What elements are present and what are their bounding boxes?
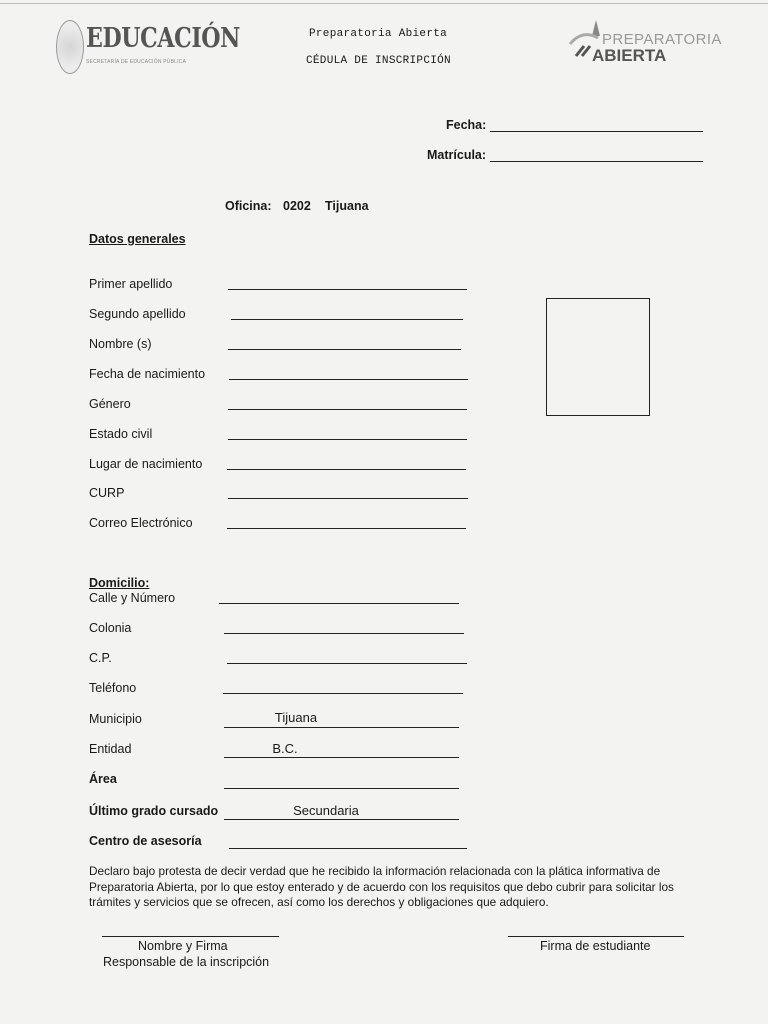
estado-civil-label: Estado civil (89, 427, 153, 441)
entidad-value: B.C. (272, 741, 298, 756)
responsable-signature-line[interactable] (102, 936, 279, 937)
top-rule (0, 3, 768, 4)
primer-apellido-label: Primer apellido (89, 277, 173, 291)
cp-label: C.P. (89, 651, 112, 665)
curp-field[interactable] (228, 498, 468, 499)
grado-label: Último grado cursado (89, 804, 219, 818)
segundo-apellido-field[interactable] (231, 319, 463, 320)
oficina-label: Oficina: (225, 199, 272, 213)
calle-label: Calle y Número (89, 591, 176, 605)
nombre-label: Nombre (s) (89, 337, 152, 351)
segundo-apellido-label: Segundo apellido (89, 307, 186, 321)
responsable-signature-sublabel: Responsable de la inscripción (103, 955, 270, 969)
calle-field[interactable] (219, 603, 459, 604)
declaration-text: Declaro bajo protesta de decir verdad que he recibido la información relacionada con la plática informativa de Preparatoria Abierta, por lo que estoy enterado y de acuerdo con los requisitos que debo cubrir para solicitar los trámites y servicios que se ofrecen, así como los derechos y obligaciones que adquiero. (89, 864, 674, 909)
colonia-field[interactable] (224, 633, 464, 634)
estado-civil-field[interactable] (228, 439, 467, 440)
colonia-label: Colonia (89, 621, 132, 635)
matricula-label: Matrícula: (427, 148, 487, 162)
nombre-field[interactable] (228, 349, 461, 350)
primer-apellido-field[interactable] (228, 289, 467, 290)
telefono-label: Teléfono (89, 681, 137, 695)
educacion-logo-title: EDUCACIÓN (86, 23, 240, 54)
municipio-value: Tijuana (274, 710, 318, 725)
responsable-signature-label: Nombre y Firma (138, 939, 228, 953)
datos-generales-heading: Datos generales (89, 232, 186, 246)
centro-asesoria-field[interactable] (229, 848, 467, 849)
preparatoria-logo-text: PREPARATORIA (602, 31, 722, 48)
municipio-label: Municipio (89, 712, 142, 726)
oficina-code: 0202 (283, 199, 311, 213)
area-field[interactable] (224, 788, 459, 789)
fecha-field[interactable] (490, 131, 703, 132)
fecha-label: Fecha: (446, 118, 487, 132)
student-signature-line[interactable] (508, 936, 684, 937)
entidad-label: Entidad (89, 742, 132, 756)
header-title: Preparatoria Abierta (309, 28, 448, 40)
telefono-field[interactable] (223, 693, 463, 694)
photo-box[interactable] (546, 298, 650, 416)
grado-value: Secundaria (293, 803, 359, 818)
correo-field[interactable] (227, 528, 466, 529)
government-seal-icon (56, 20, 84, 74)
abierta-logo-text: ABIERTA (592, 46, 667, 65)
student-signature-label: Firma de estudiante (540, 939, 651, 953)
grado-field[interactable] (224, 819, 459, 820)
genero-field[interactable] (228, 409, 467, 410)
matricula-field[interactable] (490, 161, 703, 162)
entidad-field[interactable] (224, 757, 459, 758)
area-label: Área (89, 772, 117, 786)
cp-field[interactable] (227, 663, 467, 664)
centro-asesoria-label: Centro de asesoría (89, 834, 202, 848)
educacion-logo-subtitle: SECRETARÍA DE EDUCACIÓN PÚBLICA (86, 59, 187, 65)
municipio-field[interactable] (224, 727, 459, 728)
genero-label: Género (89, 397, 131, 411)
domicilio-heading: Domicilio: (89, 576, 150, 590)
fecha-nacimiento-field[interactable] (229, 379, 468, 380)
lugar-nacimiento-label: Lugar de nacimiento (89, 457, 203, 471)
correo-label: Correo Electrónico (89, 516, 193, 530)
lugar-nacimiento-field[interactable] (227, 469, 466, 470)
curp-label: CURP (89, 486, 125, 500)
header-subtitle: CÉDULA DE INSCRIPCIÓN (306, 55, 451, 67)
fecha-nacimiento-label: Fecha de nacimiento (89, 367, 206, 381)
oficina-city: Tijuana (325, 199, 369, 213)
